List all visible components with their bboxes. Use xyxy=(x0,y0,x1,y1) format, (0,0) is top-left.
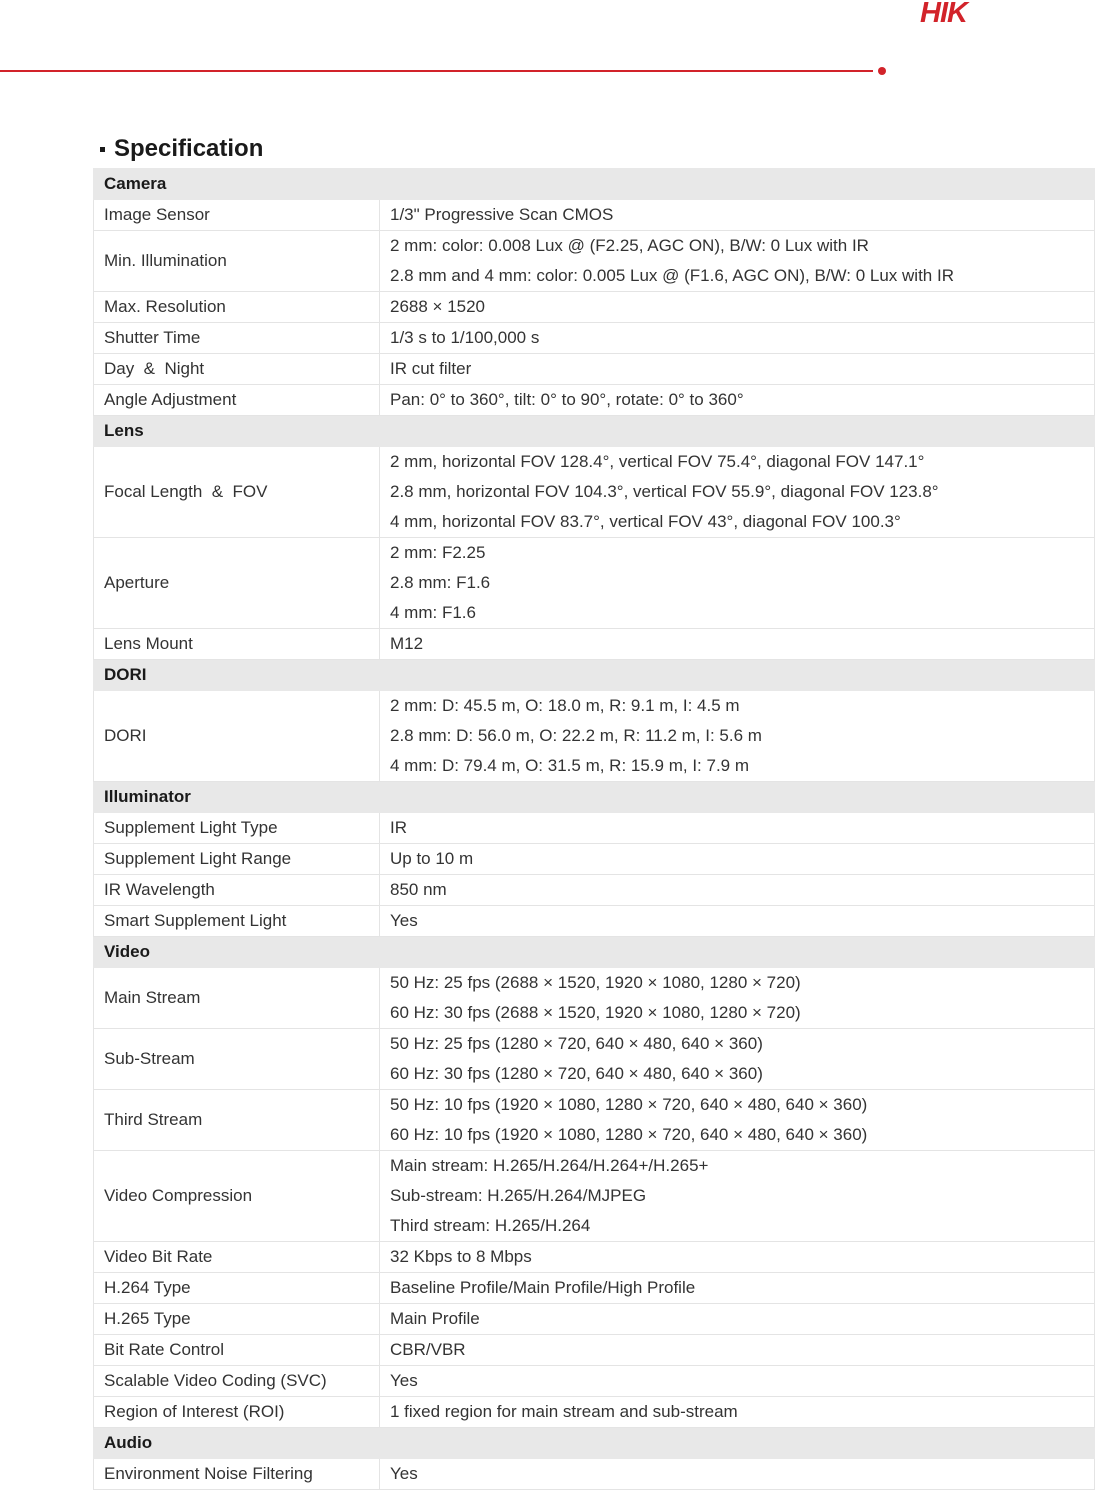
spec-value-line: IR cut filter xyxy=(390,359,472,378)
spec-value xyxy=(380,447,1095,538)
spec-label: H.265 Type xyxy=(94,1304,380,1335)
table-row xyxy=(94,1335,1095,1366)
spec-label: Aperture xyxy=(94,538,380,629)
spec-value-line: 2 mm: color: 0.008 Lux @ (F2.25, AGC ON), B/W: 0 Lux with IR xyxy=(390,236,869,255)
section-title: Illuminator xyxy=(94,782,380,813)
section-header-fill xyxy=(380,660,1095,691)
spec-label: Angle Adjustment xyxy=(94,385,380,416)
header-divider xyxy=(0,70,873,72)
spec-value xyxy=(380,1242,1095,1273)
table-row xyxy=(94,323,1095,354)
spec-value xyxy=(380,1304,1095,1335)
spec-label: Smart Supplement Light xyxy=(94,906,380,937)
section-title: DORI xyxy=(94,660,380,691)
spec-value-line: 4 mm, horizontal FOV 83.7°, vertical FOV 43°, diagonal FOV 100.3° xyxy=(390,512,901,531)
table-row xyxy=(94,231,1095,292)
spec-label: Day & Night xyxy=(94,354,380,385)
specification-table xyxy=(93,168,1095,1490)
spec-value xyxy=(380,231,1095,292)
table-row xyxy=(94,200,1095,231)
table-row xyxy=(94,292,1095,323)
spec-value-line: 60 Hz: 30 fps (1280 × 720, 640 × 480, 640 × 360) xyxy=(390,1064,763,1083)
spec-value xyxy=(380,323,1095,354)
spec-value xyxy=(380,968,1095,1029)
spec-label: Image Sensor xyxy=(94,200,380,231)
section-title: Video xyxy=(94,937,380,968)
section-header-row xyxy=(94,660,1095,691)
spec-value-line: 60 Hz: 30 fps (2688 × 1520, 1920 × 1080, 1280 × 720) xyxy=(390,1003,801,1022)
spec-value-line: 1/3 s to 1/100,000 s xyxy=(390,328,540,347)
section-title: Camera xyxy=(94,169,380,200)
spec-value-line: Main stream: H.265/H.264/H.264+/H.265+ xyxy=(390,1156,709,1175)
spec-value-line: 2.8 mm: F1.6 xyxy=(390,573,491,592)
spec-label: Shutter Time xyxy=(94,323,380,354)
table-row xyxy=(94,1459,1095,1490)
spec-value-line: 1/3" Progressive Scan CMOS xyxy=(390,205,614,224)
spec-label: IR Wavelength xyxy=(94,875,380,906)
spec-value-line: 50 Hz: 25 fps (2688 × 1520, 1920 × 1080, 1280 × 720) xyxy=(390,973,801,992)
spec-label: Supplement Light Range xyxy=(94,844,380,875)
spec-value-line: 50 Hz: 10 fps (1920 × 1080, 1280 × 720, 640 × 480, 640 × 360) xyxy=(390,1095,868,1114)
spec-value-line: 2688 × 1520 xyxy=(390,297,486,316)
table-row xyxy=(94,447,1095,538)
spec-value-line: Main Profile xyxy=(390,1309,480,1328)
spec-value-line: 2 mm, horizontal FOV 128.4°, vertical FOV 75.4°, diagonal FOV 147.1° xyxy=(390,452,925,471)
spec-value xyxy=(380,354,1095,385)
spec-label: Min. Illumination xyxy=(94,231,380,292)
spec-value xyxy=(380,875,1095,906)
spec-label: Environment Noise Filtering xyxy=(94,1459,380,1490)
table-row xyxy=(94,875,1095,906)
spec-value xyxy=(380,1459,1095,1490)
spec-label: Main Stream xyxy=(94,968,380,1029)
spec-value-line: Third stream: H.265/H.264 xyxy=(390,1216,591,1235)
spec-label: DORI xyxy=(94,691,380,782)
spec-label: Scalable Video Coding (SVC) xyxy=(94,1366,380,1397)
square-bullet-icon xyxy=(100,147,105,152)
spec-value xyxy=(380,844,1095,875)
spec-value xyxy=(380,813,1095,844)
spec-value xyxy=(380,1366,1095,1397)
spec-value xyxy=(380,691,1095,782)
spec-value-line: Yes xyxy=(390,911,418,930)
table-row xyxy=(94,1273,1095,1304)
spec-label: H.264 Type xyxy=(94,1273,380,1304)
spec-value-line: M12 xyxy=(390,634,424,653)
spec-value-line: Yes xyxy=(390,1371,418,1390)
table-row xyxy=(94,538,1095,629)
spec-value-line: 4 mm: F1.6 xyxy=(390,603,476,622)
spec-value xyxy=(380,1029,1095,1090)
section-header-fill xyxy=(380,1428,1095,1459)
section-header-fill xyxy=(380,169,1095,200)
spec-value xyxy=(380,1151,1095,1242)
section-header-row xyxy=(94,1428,1095,1459)
table-row xyxy=(94,354,1095,385)
spec-value-line: Yes xyxy=(390,1464,418,1483)
table-row xyxy=(94,1029,1095,1090)
spec-label: Bit Rate Control xyxy=(94,1335,380,1366)
spec-value-line: 2 mm: F2.25 xyxy=(390,543,486,562)
table-row xyxy=(94,906,1095,937)
section-title: Lens xyxy=(94,416,380,447)
section-title: Audio xyxy=(94,1428,380,1459)
spec-value-line: 4 mm: D: 79.4 m, O: 31.5 m, R: 15.9 m, I: 7.9 m xyxy=(390,756,750,775)
table-row xyxy=(94,1090,1095,1151)
table-row xyxy=(94,1151,1095,1242)
spec-label: Supplement Light Type xyxy=(94,813,380,844)
section-header-row xyxy=(94,937,1095,968)
table-row xyxy=(94,1366,1095,1397)
section-heading xyxy=(100,135,263,163)
spec-value-line: Baseline Profile/Main Profile/High Profile xyxy=(390,1278,696,1297)
spec-value xyxy=(380,1335,1095,1366)
spec-value xyxy=(380,385,1095,416)
spec-value-line: CBR/VBR xyxy=(390,1340,466,1359)
spec-value-line: 2.8 mm and 4 mm: color: 0.005 Lux @ (F1.6, AGC ON), B/W: 0 Lux with IR xyxy=(390,266,954,285)
section-header-row xyxy=(94,416,1095,447)
spec-value-line: Sub-stream: H.265/H.264/MJPEG xyxy=(390,1186,647,1205)
table-row xyxy=(94,968,1095,1029)
spec-value xyxy=(380,1090,1095,1151)
spec-value xyxy=(380,1273,1095,1304)
spec-value xyxy=(380,906,1095,937)
spec-value-line: 32 Kbps to 8 Mbps xyxy=(390,1247,532,1266)
table-row xyxy=(94,1242,1095,1273)
spec-value-line: Pan: 0° to 360°, tilt: 0° to 90°, rotate: 0° to 360° xyxy=(390,390,744,409)
spec-value-line: 2.8 mm, horizontal FOV 104.3°, vertical FOV 55.9°, diagonal FOV 123.8° xyxy=(390,482,939,501)
spec-value xyxy=(380,629,1095,660)
spec-label: Focal Length & FOV xyxy=(94,447,380,538)
spec-value-line: 850 nm xyxy=(390,880,447,899)
spec-value-line: IR xyxy=(390,818,407,837)
table-row xyxy=(94,844,1095,875)
spec-value-line: 50 Hz: 25 fps (1280 × 720, 640 × 480, 640 × 360) xyxy=(390,1034,763,1053)
section-header-row xyxy=(94,782,1095,813)
page-title: Specification xyxy=(114,135,264,162)
table-row xyxy=(94,1304,1095,1335)
spec-label: Max. Resolution xyxy=(94,292,380,323)
spec-label: Sub-Stream xyxy=(94,1029,380,1090)
spec-label: Video Compression xyxy=(94,1151,380,1242)
section-header-fill xyxy=(380,937,1095,968)
table-row xyxy=(94,385,1095,416)
spec-label: Lens Mount xyxy=(94,629,380,660)
spec-value-line: 2.8 mm: D: 56.0 m, O: 22.2 m, R: 11.2 m, I: 5.6 m xyxy=(390,726,762,745)
spec-label: Video Bit Rate xyxy=(94,1242,380,1273)
header-divider-dot xyxy=(878,67,886,75)
spec-value xyxy=(380,200,1095,231)
section-header-row xyxy=(94,169,1095,200)
spec-label: Third Stream xyxy=(94,1090,380,1151)
table-row xyxy=(94,691,1095,782)
table-row xyxy=(94,629,1095,660)
spec-value-line: Up to 10 m xyxy=(390,849,474,868)
spec-value-line: 1 fixed region for main stream and sub-stream xyxy=(390,1402,738,1421)
spec-value xyxy=(380,292,1095,323)
hik-logo: HIK xyxy=(920,0,967,29)
section-header-fill xyxy=(380,782,1095,813)
spec-value-line: 2 mm: D: 45.5 m, O: 18.0 m, R: 9.1 m, I: 4.5 m xyxy=(390,696,740,715)
table-row xyxy=(94,1397,1095,1428)
section-header-fill xyxy=(380,416,1095,447)
spec-value-line: 60 Hz: 10 fps (1920 × 1080, 1280 × 720, 640 × 480, 640 × 360) xyxy=(390,1125,868,1144)
spec-value xyxy=(380,1397,1095,1428)
spec-value xyxy=(380,538,1095,629)
table-row xyxy=(94,813,1095,844)
spec-label: Region of Interest (ROI) xyxy=(94,1397,380,1428)
